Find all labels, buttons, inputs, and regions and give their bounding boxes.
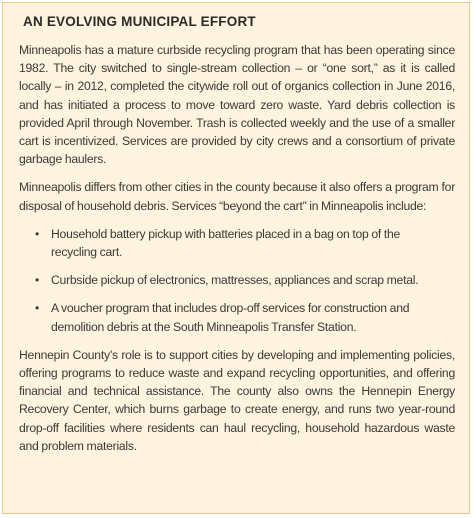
list-item-text: A voucher program that includes drop-off services for construction and demolition debris at the South Minneapolis Transfer Station. — [51, 301, 410, 334]
list-item — [19, 299, 455, 335]
bullet-icon: • — [35, 226, 39, 241]
list-item — [19, 271, 455, 289]
bullet-icon: • — [35, 301, 39, 316]
bullet-icon: • — [35, 273, 39, 288]
list-item — [19, 225, 455, 261]
services-list — [19, 225, 455, 336]
sidebar-box — [2, 2, 470, 514]
paragraph-beyond-the-cart: Minneapolis differs from other cities in the county because it also offers a program for disposal of household debris. Services “beyond the cart” in Minneapolis include: — [19, 180, 455, 213]
box-title: AN EVOLVING MUNICIPAL EFFORT — [23, 14, 256, 29]
list-item-text: Household battery pickup with batteries placed in a bag on top of the recycling cart. — [51, 226, 401, 260]
paragraph-county-role: Hennepin County’s role is to support cities by developing and implementing policies, offering programs to reduce waste and expand recycling opportunities, and offering financial and technical assistance. The county also owns the Hennepin Energy Recovery Center, which burns garbage to create energy, and runs two year-round drop-off facilities where residents can haul recycling, household hazardous waste and problem materials. — [19, 347, 455, 453]
paragraph-program-history: Minneapolis has a mature curbside recycling program that has been operating since 1982. The city switched to single-stream collection – or “one sort,” as it is called locally – in 2012, completed the citywide roll out of organics collection in June 2016, and has initiated a process to move toward zero waste. Yard debris collection is provided April through November. Trash is collected weekly and the use of a smaller cart is incentivized. Services are provided by city crews and a consortium of private garbage haulers. — [19, 43, 455, 167]
list-item-text: Curbside pickup of electronics, mattresses, appliances and scrap metal. — [51, 273, 419, 288]
